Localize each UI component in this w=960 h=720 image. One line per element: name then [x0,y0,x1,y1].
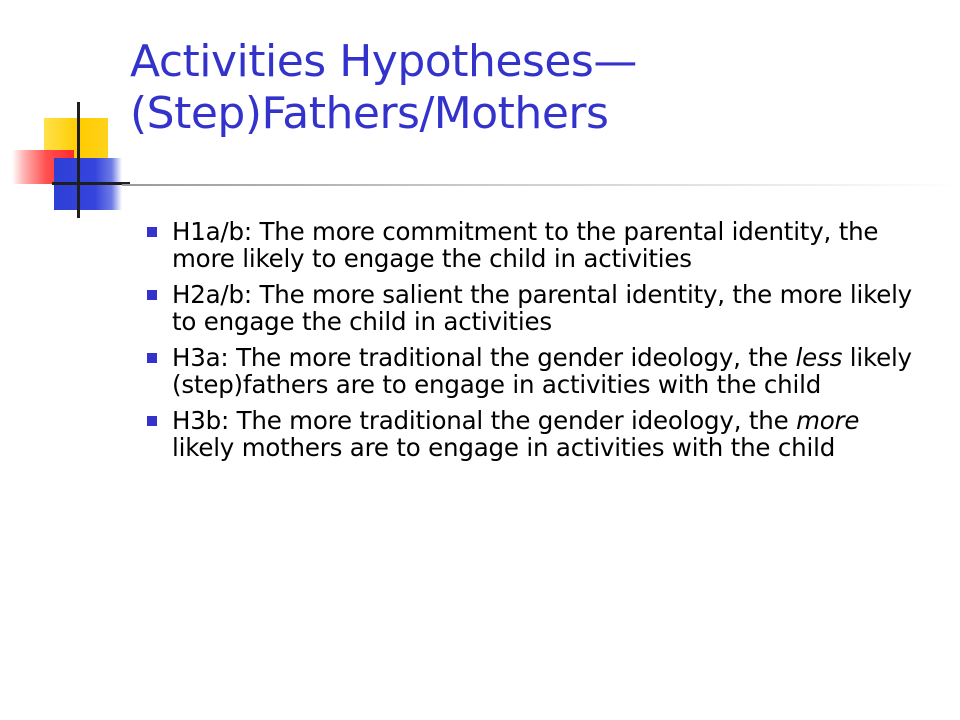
hypotheses-bullet-list [147,218,917,470]
square-bullet-icon [147,416,157,426]
bullet-h3b-emphasis: more [796,406,860,435]
square-bullet-icon [147,227,157,237]
bullet-h1 [147,218,917,272]
bullet-h3a-text-before: H3a: The more traditional the gender ideology, the [172,343,796,372]
slide-title-line-1: Activities Hypotheses— [130,36,637,87]
bullet-h3b [147,407,917,461]
bullet-h3b-text-before: H3b: The more traditional the gender ideology, the [172,406,797,435]
bullet-h3b-text-after: likely mothers are to engage in activities with the child [172,433,836,462]
bullet-h1-text: H1a/b: The more commitment to the parental identity, the more likely to engage the child in activities [172,217,879,273]
slide-title [130,36,930,140]
bullet-h3a-emphasis: less [795,343,843,372]
bullet-h3a [147,344,917,398]
vertical-decor-line [77,102,80,218]
bullet-h2 [147,281,917,335]
bullet-h3a-text [172,344,917,398]
square-bullet-icon [147,353,157,363]
title-underline-rule [122,184,960,186]
square-bullet-icon [147,290,157,300]
bullet-h3a-text-after: likely (step)fathers are to engage in activities with the child [172,343,912,399]
slide-title-line-2: (Step)Fathers/Mothers [130,88,609,139]
bullet-h2-text: H2a/b: The more salient the parental identity, the more likely to engage the child in activities [172,280,912,336]
bullet-h3b-text [172,407,917,461]
horizontal-decor-line [52,182,130,185]
